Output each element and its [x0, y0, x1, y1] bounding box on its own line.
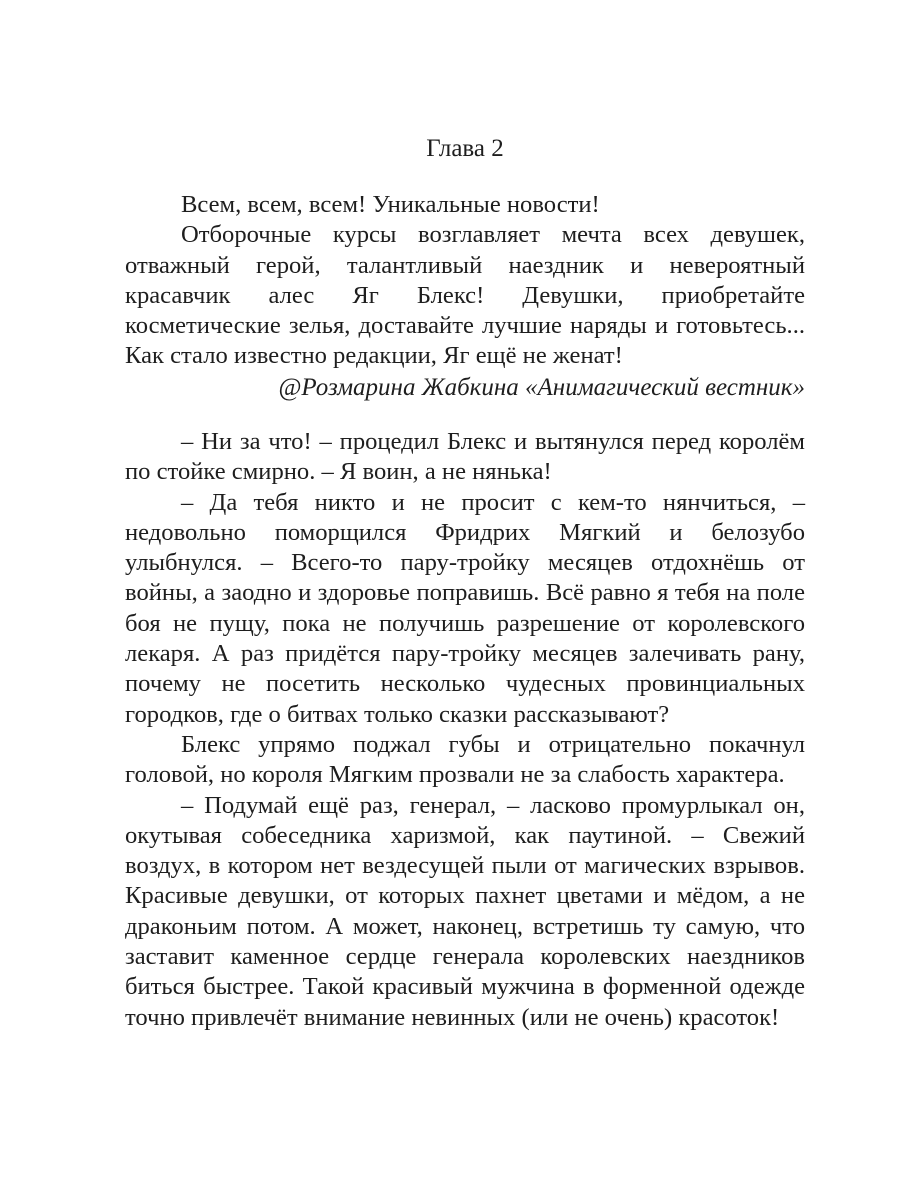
story-paragraph: – Да тебя никто и не просит с кем-то нянчиться, – недовольно поморщился Фридрих Мягкий и белозубо улыбнулся. – Всего-то пару-тройку месяцев отдохнёшь от войны, а заодно и здоровье поправишь. Всё равно я тебя на поле боя не пущу, пока не получишь разрешение от королевского лекаря. А раз придётся пару-тройку месяцев залечивать рану, почему не посетить несколько чудесных провинциальных городков, где о битвах только сказки рассказывают?	[125, 488, 805, 728]
epigraph	[125, 190, 805, 404]
story-text	[125, 427, 805, 1033]
story-paragraph: Блекс упрямо поджал губы и отрицательно покачнул головой, но короля Мягким прозвали не за слабость характера.	[125, 730, 805, 789]
epigraph-signature: @Розмарина Жабкина «Анимагический вестник»	[278, 373, 805, 401]
chapter-title: Глава 2	[426, 135, 504, 162]
epigraph-line: Всем, всем, всем! Уникальные новости!	[181, 191, 600, 218]
epigraph-line: Отборочные курсы возглавляет мечта всех девушек, отважный герой, талантливый наездник и невероятный красавчик алес Яг Блекс! Девушки, приобретайте косметические зелья, доставайте лучшие наряды и готовьтесь... Как стало известно редакции, Яг ещё не женат!	[125, 221, 805, 370]
story-paragraph: – Ни за что! – процедил Блекс и вытянулся перед королём по стойке смирно. – Я воин, а не нянька!	[125, 428, 805, 486]
story-paragraph: – Подумай ещё раз, генерал, – ласково промурлыкал он, окутывая собеседника харизмой, как паутиной. – Свежий воздух, в котором нет вездесущей пыли от магических взрывов. Красивые девушки, от которых пахнет цветами и мёдом, а не драконьим потом. А может, наконец, встретишь ту самую, что заставит каменное сердце генерала королевских наездников биться быстрее. Такой красивый мужчина в форменной одежде точно привлечёт внимание невинных (или не очень) красоток!	[125, 791, 805, 1031]
